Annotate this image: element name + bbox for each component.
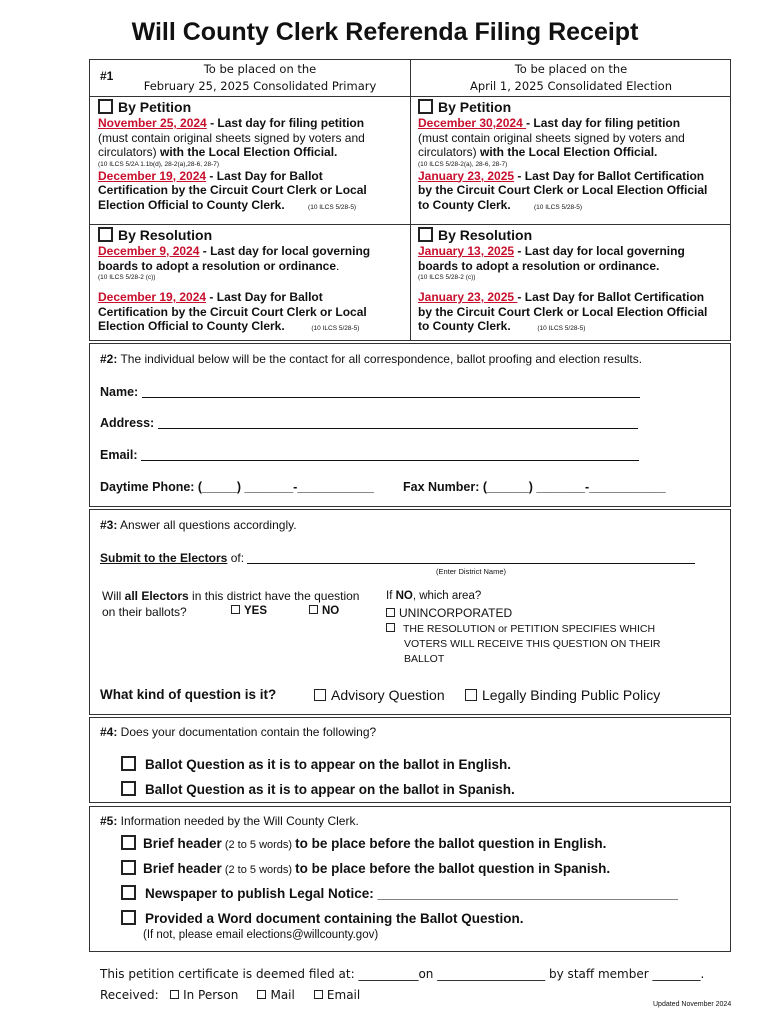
brief-english-words: (2 to 5 words) xyxy=(221,839,296,851)
left-petition-deadline-date: November 25, 2024 xyxy=(98,116,207,130)
left-petition-note-2b: with the Local Election Official. xyxy=(160,145,338,159)
left-petition-cert-2: Certification by the Circuit Court Clerk or Local xyxy=(98,183,367,197)
left-resolution-block xyxy=(98,227,408,334)
left-resolution-text-2b: . xyxy=(336,258,340,273)
right-header-line-2: April 1, 2025 Consolidated Election xyxy=(469,79,673,93)
email-received-label: Email xyxy=(326,988,361,1002)
spanish-question-checkbox[interactable] xyxy=(121,781,136,796)
left-resolution-checkbox[interactable] xyxy=(98,227,113,242)
right-petition-cert-3: to County Clerk. xyxy=(418,197,511,212)
left-petition-note-1: (must contain original sheets signed by voters and xyxy=(98,130,365,145)
submit-to-electors-label: Submit to the Electors xyxy=(100,551,228,565)
left-petition-cert-3: Election Official to County Clerk. xyxy=(98,197,285,212)
left-petition-note-2a: circulators) xyxy=(98,145,161,159)
right-resolution-block xyxy=(418,227,730,334)
right-column-header xyxy=(411,61,731,95)
section-4-intro xyxy=(100,725,376,739)
section-4-intro-text: Does your documentation contain the following? xyxy=(117,725,377,739)
newspaper-option[interactable] xyxy=(121,885,678,901)
resolution-specifies-line-3: BALLOT xyxy=(404,653,445,665)
filed-certificate-line: This petition certificate is deemed filed at: __________on __________________ by staff member ________. xyxy=(100,967,705,981)
brief-english-checkbox[interactable] xyxy=(121,835,136,850)
no-label: NO xyxy=(322,605,340,617)
in-person-checkbox[interactable] xyxy=(170,990,179,999)
right-petition-citation: (10 ILCS 5/28-2(a), 28-6, 28-7) xyxy=(418,160,508,168)
yes-checkbox[interactable] xyxy=(231,605,240,614)
right-resolution-date: January 13, 2025 xyxy=(418,244,515,258)
section-2-number: #2: xyxy=(100,352,118,366)
right-petition-deadline-text: - Last day for filing petition xyxy=(526,116,681,130)
address-label: Address: xyxy=(100,416,155,430)
address-field xyxy=(100,416,638,430)
page-title: Will County Clerk Referenda Filing Receipt xyxy=(131,18,639,46)
resolution-specifies-option[interactable] xyxy=(386,622,661,667)
left-resolution-cert-citation: (10 ILCS 5/28-5) xyxy=(311,325,360,332)
unincorporated-label: UNINCORPORATED xyxy=(399,606,513,620)
if-no-c: , which area? xyxy=(412,590,482,602)
left-resolution-text-2a: boards to adopt a resolution or ordinance xyxy=(98,258,337,273)
english-question-checkbox[interactable] xyxy=(121,756,136,771)
brief-english-label: Brief header xyxy=(143,836,222,851)
resolution-specifies-line-2: VOTERS WILL RECEIVE THIS QUESTION ON THEIR xyxy=(404,638,661,650)
section-1-table xyxy=(89,59,731,341)
spanish-question-label: Ballot Question as it is to appear on the ballot in Spanish. xyxy=(145,782,515,797)
right-petition-note-2b: with the Local Election Official. xyxy=(480,145,658,159)
section-1-number: #1 xyxy=(100,69,114,83)
name-label: Name: xyxy=(100,385,139,399)
if-no-b: NO xyxy=(395,590,413,602)
section-5-information xyxy=(89,806,731,952)
district-name-hint: (Enter District Name) xyxy=(436,567,507,576)
no-option[interactable] xyxy=(309,605,339,617)
right-resolution-cert-citation: (10 ILCS 5/28-5) xyxy=(537,325,586,332)
english-question-option[interactable] xyxy=(121,756,511,772)
brief-header-english-option[interactable] xyxy=(121,835,606,851)
spanish-question-option[interactable] xyxy=(121,781,515,797)
received-label: Received: xyxy=(100,988,159,1002)
section-5-number: #5: xyxy=(100,814,118,828)
right-resolution-citation: (10 ILCS 5/28-2 (c)) xyxy=(418,274,476,281)
newspaper-label: Newspaper to publish Legal Notice: ________________________________________ xyxy=(145,886,678,901)
submit-of-label: of: xyxy=(227,551,245,565)
yes-label: YES xyxy=(244,605,268,617)
email-note: (If not, please email elections@willcounty.gov) xyxy=(143,929,379,941)
section-3-intro xyxy=(100,518,297,532)
left-petition-cert-1: - Last Day for Ballot xyxy=(206,168,323,183)
section-2-intro xyxy=(100,352,642,366)
brief-header-spanish-option[interactable] xyxy=(121,860,610,876)
binding-checkbox[interactable] xyxy=(465,689,477,701)
right-petition-block xyxy=(418,99,730,212)
left-petition-checkbox[interactable] xyxy=(98,99,113,114)
right-petition-checkbox[interactable] xyxy=(418,99,433,114)
name-input-line[interactable] xyxy=(142,385,640,398)
left-header-line-2: February 25, 2025 Consolidated Primary xyxy=(143,79,377,93)
email-label: Email: xyxy=(100,448,138,462)
left-resolution-cert-1: - Last Day for Ballot xyxy=(206,290,323,304)
right-resolution-checkbox[interactable] xyxy=(418,227,433,242)
left-petition-citation: (10 ILCS 5/2A 1.1b(d), 28-2(a),28-6, 28-7) xyxy=(98,160,220,168)
address-input-line[interactable] xyxy=(158,416,638,429)
right-petition-cert-2: by the Circuit Court Clerk or Local Election Official xyxy=(418,183,708,197)
brief-spanish-text: to be place before the ballot question in Spanish. xyxy=(295,861,611,876)
name-field xyxy=(100,385,640,399)
left-resolution-label: By Resolution xyxy=(118,227,213,243)
divider-header xyxy=(90,96,730,97)
resolution-specifies-checkbox[interactable] xyxy=(386,623,395,632)
received-row xyxy=(100,988,360,1002)
if-no-area-question xyxy=(386,590,481,602)
no-checkbox[interactable] xyxy=(309,605,318,614)
mail-label: Mail xyxy=(270,988,295,1002)
in-person-label: In Person xyxy=(183,988,239,1002)
english-question-label: Ballot Question as it is to appear on the ballot in English. xyxy=(145,757,512,772)
email-input-line[interactable] xyxy=(141,448,639,461)
yes-option[interactable] xyxy=(231,605,267,617)
right-petition-note-1: (must contain original sheets signed by voters and xyxy=(418,130,685,145)
right-resolution-cert-2: by the Circuit Court Clerk or Local Election Official xyxy=(418,304,708,319)
section-5-intro-text: Information needed by the Will County Clerk. xyxy=(117,814,359,828)
left-resolution-text: - Last day for local governing xyxy=(199,244,371,258)
brief-spanish-words: (2 to 5 words) xyxy=(221,864,296,876)
right-petition-cert-date: January 23, 2025 xyxy=(418,168,515,183)
binding-policy-option[interactable] xyxy=(465,687,660,703)
word-document-label: Provided a Word document containing the Ballot Question. xyxy=(145,911,524,926)
binding-label: Legally Binding Public Policy xyxy=(482,687,661,703)
q-line-2: on their ballots? xyxy=(102,605,187,619)
right-petition-cert-citation: (10 ILCS 5/28-5) xyxy=(534,203,583,211)
unincorporated-checkbox[interactable] xyxy=(386,608,395,617)
right-resolution-text-2: boards to adopt a resolution or ordinance. xyxy=(418,258,660,273)
q-will: Will xyxy=(102,589,125,603)
if-no-a: If xyxy=(386,590,396,602)
daytime-phone-field[interactable]: Daytime Phone: (_____) _______-___________ xyxy=(100,480,374,494)
left-resolution-date: December 9, 2024 xyxy=(98,244,200,258)
brief-spanish-label: Brief header xyxy=(143,861,222,876)
right-resolution-text: - Last day for local governing xyxy=(514,244,685,258)
fax-number-field[interactable]: Fax Number: (______) _______-___________ xyxy=(403,480,666,494)
submit-to-electors-field xyxy=(100,551,695,565)
section-4-documentation xyxy=(89,717,731,803)
updated-date: Updated November 2024 xyxy=(653,1001,732,1008)
section-5-intro xyxy=(100,814,359,828)
left-resolution-citation: (10 ILCS 5/28-2 (c)) xyxy=(98,274,156,281)
left-petition-cert-citation: (10 ILCS 5/28-5) xyxy=(308,203,357,211)
right-resolution-cert-1: - Last Day for Ballot Certification xyxy=(517,290,705,304)
brief-english-text: to be place before the ballot question in English. xyxy=(295,836,607,851)
left-resolution-cert-2: Certification by the Circuit Court Clerk or Local xyxy=(98,304,367,319)
right-petition-deadline-date: December 30,2024 xyxy=(418,116,527,130)
divider-vertical xyxy=(410,60,411,340)
email-field xyxy=(100,448,639,462)
right-resolution-cert-3: to County Clerk. xyxy=(418,319,511,333)
mail-checkbox[interactable] xyxy=(257,990,266,999)
unincorporated-option[interactable] xyxy=(386,606,512,620)
question-kind-label: What kind of question is it? xyxy=(100,687,277,702)
left-column-header xyxy=(110,61,410,95)
left-petition-cert-date: December 19, 2024 xyxy=(98,168,207,183)
right-petition-note-2a: circulators) xyxy=(418,145,481,159)
q-all-electors: all Electors xyxy=(124,589,189,603)
section-2-contact xyxy=(89,343,731,507)
section-3-number: #3: xyxy=(100,518,118,532)
left-petition-label: By Petition xyxy=(118,99,192,115)
section-3-questions xyxy=(89,509,731,715)
right-petition-label: By Petition xyxy=(438,99,512,115)
left-header-line-1: To be placed on the xyxy=(203,62,317,76)
q-rest: in this district have the question xyxy=(188,589,360,603)
advisory-checkbox[interactable] xyxy=(314,689,326,701)
right-header-line-1: To be placed on the xyxy=(514,62,628,76)
district-name-input-line[interactable] xyxy=(247,551,695,564)
section-2-intro-text: The individual below will be the contact for all correspondence, ballot proofing and election results. xyxy=(117,352,643,366)
brief-spanish-checkbox[interactable] xyxy=(121,860,136,875)
newspaper-checkbox[interactable] xyxy=(121,885,136,900)
divider-middle xyxy=(90,224,730,225)
word-document-checkbox[interactable] xyxy=(121,910,136,925)
right-resolution-cert-date: January 23, 2025 xyxy=(418,290,518,304)
left-resolution-cert-date: December 19, 2024 xyxy=(98,290,207,304)
section-3-intro-text: Answer all questions accordingly. xyxy=(117,518,297,532)
right-resolution-label: By Resolution xyxy=(438,227,533,243)
right-petition-cert-1: - Last Day for Ballot Certification xyxy=(514,168,705,183)
advisory-question-option[interactable] xyxy=(314,687,445,703)
left-petition-deadline-text: - Last day for filing petition xyxy=(206,116,365,130)
section-4-number: #4: xyxy=(100,725,118,739)
left-resolution-cert-3: Election Official to County Clerk. xyxy=(98,319,285,333)
advisory-label: Advisory Question xyxy=(331,687,445,703)
resolution-specifies-line-1: THE RESOLUTION or PETITION SPECIFIES WHICH xyxy=(403,623,656,635)
word-document-option[interactable] xyxy=(121,910,524,926)
email-checkbox[interactable] xyxy=(314,990,323,999)
left-petition-block xyxy=(98,99,408,212)
